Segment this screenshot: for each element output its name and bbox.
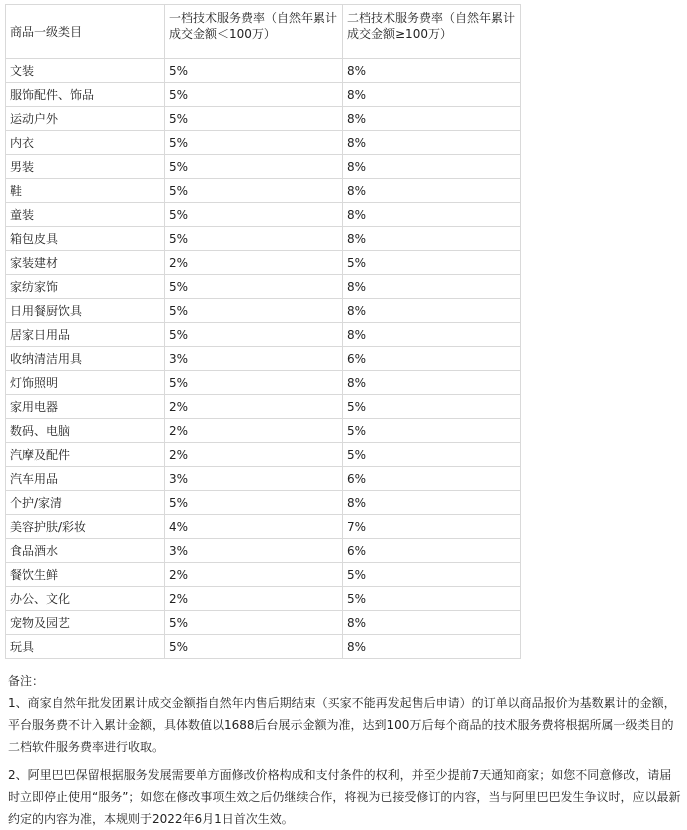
tier2-rate-cell: 5%: [343, 563, 521, 587]
tier2-rate-cell: 5%: [343, 395, 521, 419]
category-cell: 家用电器: [6, 395, 165, 419]
tier2-rate-cell: 5%: [343, 251, 521, 275]
tier1-rate-cell: 3%: [165, 467, 343, 491]
tier1-rate-cell: 5%: [165, 491, 343, 515]
table-row: [6, 419, 521, 443]
tier2-rate-cell: 8%: [343, 371, 521, 395]
category-cell: 灯饰照明: [6, 371, 165, 395]
category-cell: 宠物及园艺: [6, 611, 165, 635]
fee-rate-table: [5, 4, 521, 659]
table-row: [6, 491, 521, 515]
tier2-rate-cell: 8%: [343, 635, 521, 659]
tier1-rate-cell: 5%: [165, 371, 343, 395]
table-row: [6, 203, 521, 227]
tier2-rate-cell: 8%: [343, 491, 521, 515]
tier2-rate-cell: 8%: [343, 203, 521, 227]
table-row: [6, 515, 521, 539]
tier2-rate-cell: 6%: [343, 539, 521, 563]
category-cell: 箱包皮具: [6, 227, 165, 251]
tier1-rate-cell: 5%: [165, 131, 343, 155]
table-row: [6, 563, 521, 587]
tier1-rate-cell: 3%: [165, 539, 343, 563]
table-row: [6, 395, 521, 419]
tier2-rate-cell: 6%: [343, 347, 521, 371]
category-cell: 居家日用品: [6, 323, 165, 347]
category-cell: 汽车用品: [6, 467, 165, 491]
table-row: [6, 131, 521, 155]
tier1-rate-cell: 5%: [165, 323, 343, 347]
tier1-rate-cell: 5%: [165, 635, 343, 659]
table-row: [6, 611, 521, 635]
tier2-rate-cell: 8%: [343, 83, 521, 107]
table-header-row: [6, 5, 521, 59]
note-1: 1、商家自然年批发团累计成交金额指自然年内售后期结束（买家不能再发起售后申请）的订单以商品报价为基数累计的金额，平台服务费不计入累计金额，具体数值以1688后台展示金额为准，达到100万后每个商品的技术服务费将根据所属一级类目的二档软件服务费率进行收取。: [8, 696, 676, 754]
tier2-rate-cell: 7%: [343, 515, 521, 539]
category-cell: 数码、电脑: [6, 419, 165, 443]
tier2-rate-cell: 8%: [343, 59, 521, 83]
tier1-rate-cell: 5%: [165, 203, 343, 227]
table-row: [6, 467, 521, 491]
tier2-rate-cell: 8%: [343, 611, 521, 635]
tier2-rate-cell: 5%: [343, 587, 521, 611]
category-cell: 食品酒水: [6, 539, 165, 563]
tier1-rate-cell: 2%: [165, 395, 343, 419]
header-category: 商品一级类目: [6, 5, 165, 59]
tier2-rate-cell: 8%: [343, 107, 521, 131]
tier1-rate-cell: 2%: [165, 563, 343, 587]
tier1-rate-cell: 5%: [165, 299, 343, 323]
category-cell: 男装: [6, 155, 165, 179]
table-row: [6, 635, 521, 659]
tier1-rate-cell: 2%: [165, 587, 343, 611]
table-row: [6, 371, 521, 395]
category-cell: 鞋: [6, 179, 165, 203]
table-row: [6, 83, 521, 107]
tier1-rate-cell: 3%: [165, 347, 343, 371]
tier2-rate-cell: 8%: [343, 299, 521, 323]
header-tier2-rate: 二档技术服务费率（自然年累计成交金额≥100万）: [343, 5, 521, 59]
table-row: [6, 323, 521, 347]
table-row: [6, 107, 521, 131]
table-row: [6, 539, 521, 563]
tier1-rate-cell: 2%: [165, 419, 343, 443]
category-cell: 办公、文化: [6, 587, 165, 611]
category-cell: 个护/家清: [6, 491, 165, 515]
category-cell: 日用餐厨饮具: [6, 299, 165, 323]
header-tier1-rate: 一档技术服务费率（自然年累计成交金额＜100万）: [165, 5, 343, 59]
category-cell: 童装: [6, 203, 165, 227]
table-row: [6, 443, 521, 467]
category-cell: 服饰配件、饰品: [6, 83, 165, 107]
notes-title: 备注：: [8, 674, 45, 688]
note-2: 2、阿里巴巴保留根据服务发展需要单方面修改价格构成和支付条件的权利，并至少提前7天通知商家；如您不同意修改，请届时立即停止使用“服务”；如您在修改事项生效之后仍继续合作，将视为已接受修订的内容，当与阿里巴巴发生争议时，应以最新约定的内容为准，本规则于2022年6月1日首次生效。: [8, 768, 681, 826]
tier2-rate-cell: 8%: [343, 131, 521, 155]
tier1-rate-cell: 5%: [165, 59, 343, 83]
category-cell: 文装: [6, 59, 165, 83]
tier1-rate-cell: 5%: [165, 179, 343, 203]
tier1-rate-cell: 2%: [165, 251, 343, 275]
category-cell: 家装建材: [6, 251, 165, 275]
tier2-rate-cell: 8%: [343, 275, 521, 299]
table-row: [6, 275, 521, 299]
category-cell: 收纳清洁用具: [6, 347, 165, 371]
table-row: [6, 587, 521, 611]
tier1-rate-cell: 5%: [165, 611, 343, 635]
category-cell: 美容护肤/彩妆: [6, 515, 165, 539]
notes-section: [8, 670, 682, 830]
table-row: [6, 299, 521, 323]
category-cell: 餐饮生鲜: [6, 563, 165, 587]
category-cell: 家纺家饰: [6, 275, 165, 299]
tier2-rate-cell: 8%: [343, 155, 521, 179]
category-cell: 玩具: [6, 635, 165, 659]
tier1-rate-cell: 5%: [165, 83, 343, 107]
tier2-rate-cell: 8%: [343, 227, 521, 251]
tier1-rate-cell: 5%: [165, 227, 343, 251]
tier1-rate-cell: 5%: [165, 275, 343, 299]
table-row: [6, 59, 521, 83]
tier1-rate-cell: 2%: [165, 443, 343, 467]
category-cell: 汽摩及配件: [6, 443, 165, 467]
tier2-rate-cell: 8%: [343, 179, 521, 203]
category-cell: 运动户外: [6, 107, 165, 131]
tier1-rate-cell: 4%: [165, 515, 343, 539]
tier2-rate-cell: 5%: [343, 419, 521, 443]
table-row: [6, 227, 521, 251]
table-row: [6, 347, 521, 371]
category-cell: 内衣: [6, 131, 165, 155]
tier1-rate-cell: 5%: [165, 155, 343, 179]
tier2-rate-cell: 5%: [343, 443, 521, 467]
table-row: [6, 155, 521, 179]
tier1-rate-cell: 5%: [165, 107, 343, 131]
tier2-rate-cell: 6%: [343, 467, 521, 491]
table-row: [6, 251, 521, 275]
table-row: [6, 179, 521, 203]
tier2-rate-cell: 8%: [343, 323, 521, 347]
